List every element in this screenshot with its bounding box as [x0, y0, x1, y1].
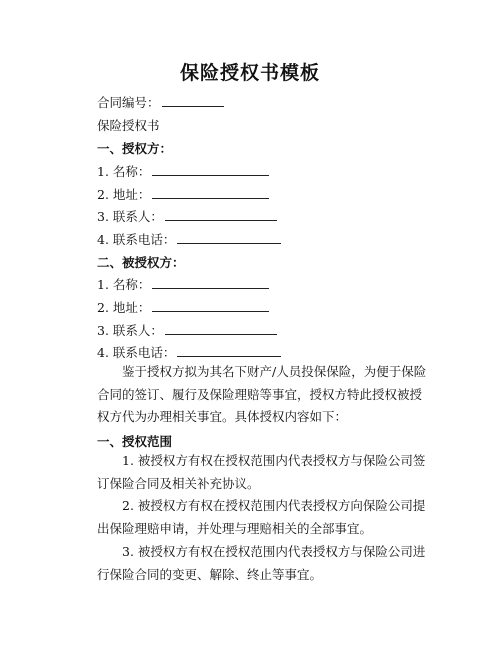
- grantor-name-line: [97, 164, 269, 180]
- contract-number-blank: [162, 95, 224, 107]
- grantee-phone-label: 4. 联系电话：: [97, 345, 176, 360]
- grantor-heading: 一、授权方：: [97, 141, 173, 156]
- contract-number-label: 合同编号：: [97, 95, 160, 110]
- scope-item-3: 3. 被授权方有权在授权范围内代表授权方与保险公司进行保险合同的变更、解除、终止等事宜。: [97, 544, 426, 582]
- grantor-name-label: 1. 名称：: [97, 164, 151, 179]
- grantor-phone-label: 4. 联系电话：: [97, 232, 176, 247]
- scope-heading: 一、授权范围: [97, 434, 173, 449]
- scope-item-1: 1. 被授权方有权在授权范围内代表授权方与保险公司签订保险合同及相关补充协议。: [97, 453, 426, 491]
- scope-item-2: 2. 被授权方有权在授权范围内代表授权方向保险公司提出保险理赔申请，并处理与理赔相关的全部事宜。: [97, 498, 426, 536]
- grantor-contact-line: [97, 209, 277, 225]
- intro-paragraph: 鉴于授权方拟为其名下财产/人员投保保险，为便于保险合同的签订、履行及保险理赔等事宜，授权方特此授权被授权方代为办理相关事宜。具体授权内容如下：: [97, 364, 427, 424]
- contract-number-line: [97, 95, 224, 111]
- grantor-address-blank: [152, 187, 269, 199]
- grantee-phone-line: [97, 345, 281, 361]
- grantee-contact-blank: [165, 323, 277, 335]
- grantor-contact-blank: [165, 209, 277, 221]
- grantee-address-line: [97, 300, 269, 316]
- grantor-name-blank: [152, 164, 269, 176]
- grantor-contact-label: 3. 联系人：: [97, 209, 163, 224]
- grantee-contact-label: 3. 联系人：: [97, 323, 163, 338]
- document-title: 保险授权书模板: [179, 62, 320, 84]
- grantor-phone-line: [97, 232, 281, 248]
- grantee-address-label: 2. 地址：: [97, 300, 151, 315]
- grantee-heading: 二、被授权方：: [97, 255, 185, 270]
- grantor-phone-blank: [177, 232, 281, 244]
- grantee-name-blank: [152, 277, 269, 289]
- grantor-address-line: [97, 187, 269, 203]
- grantee-name-label: 1. 名称：: [97, 277, 151, 292]
- grantee-phone-blank: [177, 345, 281, 357]
- document-name: 保险授权书: [97, 118, 160, 133]
- grantee-address-blank: [152, 300, 269, 312]
- grantee-contact-line: [97, 323, 277, 339]
- grantee-name-line: [97, 277, 269, 293]
- grantor-address-label: 2. 地址：: [97, 187, 151, 202]
